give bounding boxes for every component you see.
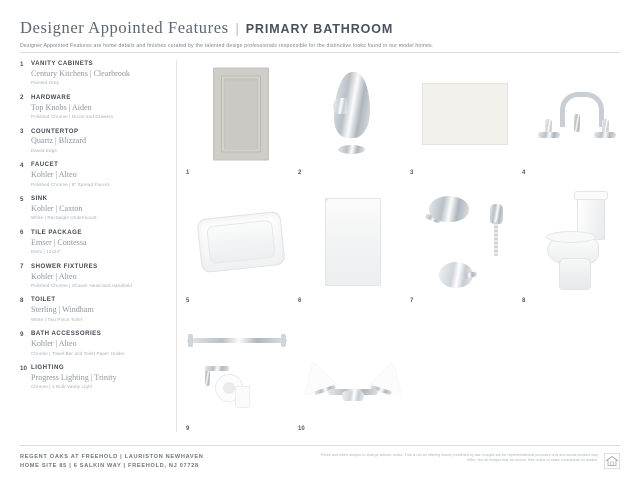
spec-detail: Polished Chrome | Shower Head and Handheld	[31, 283, 133, 289]
tp-holder-arm	[205, 366, 229, 371]
spec-body	[31, 330, 170, 356]
toilet-seat	[546, 231, 596, 243]
spec-body	[31, 94, 170, 120]
title-main: Designer Appointed Features	[20, 18, 229, 37]
marble-tile-icon	[325, 198, 381, 286]
faucet-arc	[560, 92, 604, 127]
spec-body	[31, 263, 170, 289]
product-image-toilet	[522, 188, 632, 304]
spec-brand: Top Knobs | Aiden	[31, 102, 92, 112]
image-frame	[298, 188, 408, 296]
spec-body	[31, 161, 170, 187]
spec-body	[31, 128, 170, 154]
spec-category: TOILET	[31, 296, 56, 304]
list-item	[20, 330, 170, 356]
product-image-vanity-cabinet	[186, 60, 296, 176]
list-item	[20, 60, 170, 86]
spec-number: 10	[20, 364, 27, 372]
image-caption: 10	[298, 426, 305, 432]
spec-brand: Century Kitchens | Clearbrook	[31, 68, 130, 78]
page-subtitle: Designer Appointed Features are home details and finishes curated by the talented design professionals responsible for the distinctive looks found in our model homes.	[20, 43, 434, 49]
handheld-wand	[490, 204, 503, 224]
spec-body	[31, 229, 170, 255]
toilet-paper-sheet	[235, 386, 250, 408]
image-frame	[410, 188, 520, 296]
spec-body	[31, 296, 170, 322]
spec-brand: Kohler | Caxton	[31, 204, 83, 214]
light-backplate	[342, 391, 364, 401]
image-frame	[298, 316, 408, 424]
product-image-sink	[186, 188, 296, 304]
spec-number: 1	[20, 60, 24, 68]
image-frame	[186, 60, 296, 168]
spec-number: 5	[20, 195, 24, 203]
legal-block	[320, 453, 620, 469]
spec-detail: Polished Chrome | Doors and Drawers	[31, 114, 114, 120]
spec-number: 4	[20, 161, 24, 169]
cabinet-pull-icon	[330, 68, 376, 160]
list-item	[20, 229, 170, 255]
product-image-lighting	[298, 316, 408, 432]
spec-body	[31, 195, 170, 221]
pull-base	[338, 145, 365, 154]
image-caption: 6	[298, 298, 302, 304]
page-footer	[20, 453, 620, 471]
bath-accessories-icon	[187, 330, 295, 410]
image-frame	[186, 188, 296, 296]
shower-head	[429, 196, 469, 222]
spec-detail: White | Two Piece Toilet	[31, 316, 83, 322]
image-caption: 9	[186, 426, 190, 432]
spec-detail: White | Rectangle Undermount	[31, 215, 97, 221]
spec-category: FAUCET	[31, 161, 59, 169]
equal-housing-opportunity-icon	[604, 453, 620, 469]
title-separator: |	[235, 21, 239, 37]
spec-brand: Kohler | Alteo	[31, 271, 77, 281]
spec-detail: Polished Chrome | 8" Spread Faucet	[31, 181, 110, 187]
image-caption: 3	[410, 170, 414, 176]
spec-brand: Sterling | Windham	[31, 305, 94, 315]
spec-category: BATH ACCESSORIES	[31, 330, 102, 338]
spec-number: 8	[20, 296, 24, 304]
list-item	[20, 128, 170, 154]
community-name: REGENT OAKS AT FREEHOLD | LAURISTON NEWHAVEN	[20, 454, 204, 460]
image-frame	[522, 188, 632, 296]
product-image-grid	[186, 60, 620, 440]
image-caption: 8	[522, 298, 526, 304]
spec-category: SHOWER FIXTURES	[31, 262, 98, 270]
faucet-base-right	[594, 132, 616, 138]
faucet-neck	[574, 114, 580, 132]
title-sub: PRIMARY BATHROOM	[245, 22, 394, 36]
spec-category: LIGHTING	[31, 364, 65, 372]
list-item	[20, 364, 170, 390]
shower-fixtures-icon	[423, 194, 507, 290]
spec-brand: Kohler | Alteo	[31, 339, 77, 349]
list-item	[20, 296, 170, 322]
widespread-faucet-icon	[538, 86, 616, 142]
vanity-cabinet-door-icon	[213, 68, 269, 161]
spec-category: COUNTERTOP	[31, 127, 79, 135]
towel-bar	[187, 338, 287, 343]
spec-brand: Progress Lighting | Trinity	[31, 372, 117, 382]
pull-detail	[333, 98, 347, 114]
list-item	[20, 195, 170, 221]
toilet-tank-lid	[574, 191, 608, 200]
product-image-faucet	[522, 60, 632, 176]
vanity-light-icon	[298, 339, 408, 401]
spec-detail: Painted Grey	[31, 80, 60, 86]
spec-category: SINK	[31, 195, 48, 203]
product-image-cabinet-hardware	[298, 60, 408, 176]
shower-hose	[494, 222, 498, 256]
spec-category: VANITY CABINETS	[31, 60, 94, 67]
spec-brand: Kohler | Alteo	[31, 170, 77, 180]
page-header	[20, 18, 620, 50]
toilet-base	[559, 258, 591, 290]
image-caption: 5	[186, 298, 190, 304]
vertical-divider	[176, 60, 177, 432]
community-info	[20, 453, 204, 471]
specification-list	[20, 60, 170, 398]
spec-brand: Quartz | Blizzard	[31, 136, 87, 146]
image-caption: 1	[186, 170, 190, 176]
spec-number: 6	[20, 229, 24, 237]
spec-number: 9	[20, 330, 24, 338]
spec-number: 3	[20, 128, 24, 136]
spec-category: HARDWARE	[31, 93, 71, 101]
image-caption: 4	[522, 170, 526, 176]
spec-number: 2	[20, 94, 24, 102]
page-title	[20, 18, 620, 38]
towel-bar-post-right	[281, 334, 286, 347]
undermount-sink-icon	[196, 211, 285, 273]
image-frame	[410, 60, 520, 168]
towel-bar-post-left	[188, 334, 193, 347]
spec-detail: Eased Edge	[31, 147, 58, 153]
list-item	[20, 94, 170, 120]
image-frame	[298, 60, 408, 168]
product-image-bath-accessories	[186, 316, 296, 432]
spec-number: 7	[20, 263, 24, 271]
spec-detail: Chrome | Towel Bar and Toilet Paper Holder	[31, 350, 125, 356]
image-caption: 7	[410, 298, 414, 304]
product-image-countertop	[410, 60, 520, 176]
footer-divider	[20, 445, 620, 446]
spec-category: TILE PACKAGE	[31, 228, 82, 236]
image-frame	[186, 316, 296, 424]
spec-detail: Chrome | 2 Bulb Vanity Light	[31, 384, 93, 390]
list-item	[20, 263, 170, 289]
image-caption: 2	[298, 170, 302, 176]
spec-detail: Demi | 12x24"	[31, 249, 61, 255]
disclaimer-text: Prices and offers subject to change without notice. This is not an offering where prohibited by law. Images are for representational purposes only and actual product may differ. Not all images may be shown. See online or sales consultants for details.	[320, 453, 598, 463]
spec-body	[31, 364, 170, 390]
spec-body	[31, 60, 170, 86]
product-image-tile	[298, 188, 408, 304]
toilet-paper-holder	[205, 366, 261, 402]
toilet-icon	[545, 194, 609, 290]
faucet-base-left	[538, 132, 560, 138]
home-site-address: HOME SITE 85 | 6 SALKIN WAY | FREEHOLD, NJ 07728	[20, 463, 199, 470]
list-item	[20, 161, 170, 187]
spec-brand: Emser | Contessa	[31, 237, 87, 247]
image-frame	[522, 60, 632, 168]
quartz-slab-icon	[422, 83, 508, 145]
product-image-shower-fixtures	[410, 188, 520, 304]
header-divider	[20, 52, 620, 53]
